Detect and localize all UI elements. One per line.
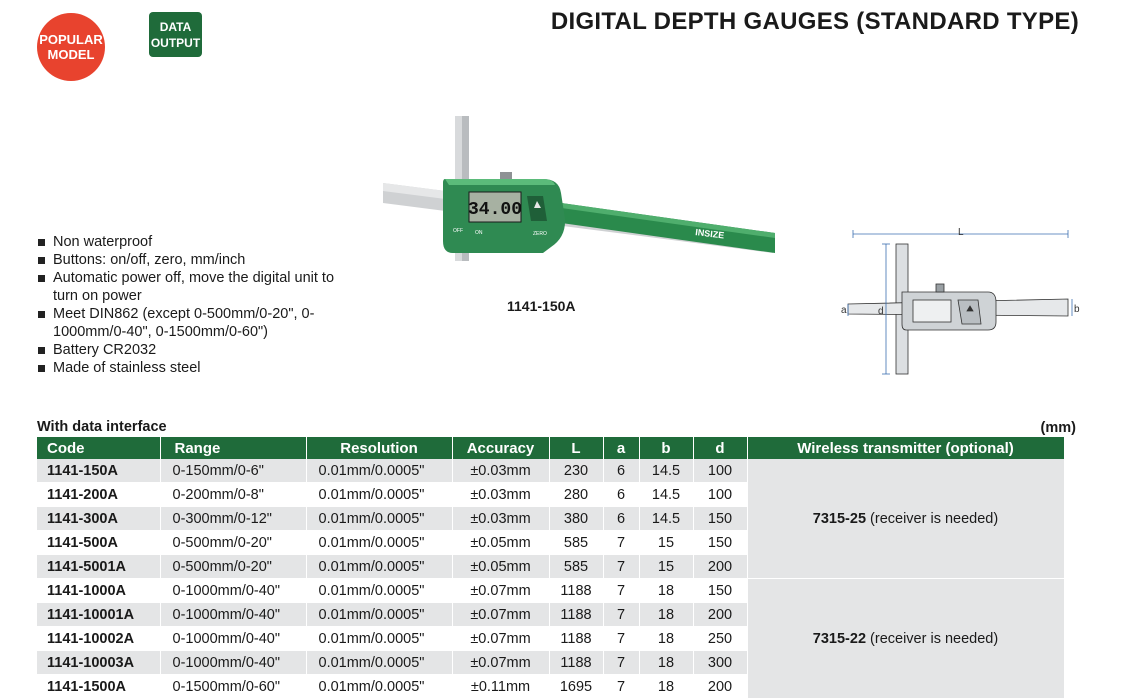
cell-a: 7	[603, 531, 639, 555]
cell-l: 1188	[549, 603, 603, 627]
cell-accuracy: ±0.05mm	[452, 531, 549, 555]
cell-d: 150	[693, 579, 747, 603]
cell-d: 150	[693, 507, 747, 531]
cell-b: 18	[639, 579, 693, 603]
col-header-range: Range	[160, 437, 306, 459]
wireless-code: 7315-25	[812, 510, 867, 527]
cell-code: 1141-300A	[37, 507, 160, 531]
cell-d: 150	[693, 531, 747, 555]
cell-b: 18	[639, 651, 693, 675]
cell-range: 0-1000mm/0-40"	[160, 627, 306, 651]
feature-item: Automatic power off, move the digital unit to turn on power	[37, 269, 347, 305]
cell-range: 0-200mm/0-8"	[160, 483, 306, 507]
cell-accuracy: ±0.07mm	[452, 651, 549, 675]
cell-code: 1141-10002A	[37, 627, 160, 651]
cell-range: 0-150mm/0-6"	[160, 459, 306, 483]
cell-resolution: 0.01mm/0.0005"	[306, 507, 452, 531]
wireless-code: 7315-22	[812, 630, 867, 647]
col-header-wireless: Wireless transmitter (optional)	[747, 437, 1064, 459]
cell-l: 1188	[549, 579, 603, 603]
cell-d: 100	[693, 459, 747, 483]
cell-b: 14.5	[639, 459, 693, 483]
cell-code: 1141-10003A	[37, 651, 160, 675]
cell-a: 7	[603, 651, 639, 675]
cell-code: 1141-500A	[37, 531, 160, 555]
cell-a: 7	[603, 579, 639, 603]
feature-item: Meet DIN862 (except 0-500mm/0-20", 0-1000mm/0-40", 0-1500mm/0-60")	[37, 305, 347, 341]
wireless-note: (receiver is needed)	[866, 510, 999, 527]
dimension-label-a: a	[841, 305, 847, 316]
cell-range: 0-1000mm/0-40"	[160, 603, 306, 627]
dimension-label-l: L	[958, 227, 964, 238]
cell-resolution: 0.01mm/0.0005"	[306, 579, 452, 603]
feature-list	[37, 233, 347, 377]
on-button-label: ON	[475, 230, 483, 236]
cell-accuracy: ±0.03mm	[452, 459, 549, 483]
cell-resolution: 0.01mm/0.0005"	[306, 483, 452, 507]
col-header-b: b	[639, 437, 693, 459]
cell-b: 15	[639, 555, 693, 579]
cell-resolution: 0.01mm/0.0005"	[306, 555, 452, 579]
dimension-label-b: b	[1074, 304, 1080, 315]
cell-l: 1695	[549, 675, 603, 699]
cell-a: 7	[603, 555, 639, 579]
feature-item: Battery CR2032	[37, 341, 347, 359]
table-row	[37, 579, 1064, 603]
cell-resolution: 0.01mm/0.0005"	[306, 627, 452, 651]
table-subtitle: With data interface	[37, 419, 167, 435]
cell-resolution: 0.01mm/0.0005"	[306, 603, 452, 627]
spec-table	[37, 437, 1065, 699]
cell-range: 0-1500mm/0-60"	[160, 675, 306, 699]
cell-accuracy: ±0.11mm	[452, 675, 549, 699]
cell-wireless	[747, 579, 1064, 699]
cell-l: 1188	[549, 651, 603, 675]
cell-accuracy: ±0.05mm	[452, 555, 549, 579]
cell-l: 230	[549, 459, 603, 483]
cell-resolution: 0.01mm/0.0005"	[306, 675, 452, 699]
cell-resolution: 0.01mm/0.0005"	[306, 459, 452, 483]
dimension-label-d: d	[878, 306, 884, 317]
cell-code: 1141-1000A	[37, 579, 160, 603]
zero-button-label: ZERO	[533, 231, 547, 237]
cell-a: 6	[603, 507, 639, 531]
col-header-d: d	[693, 437, 747, 459]
brand-logo: INSIZE	[694, 227, 725, 241]
cell-a: 6	[603, 459, 639, 483]
cell-range: 0-300mm/0-12"	[160, 507, 306, 531]
cell-accuracy: ±0.03mm	[452, 507, 549, 531]
product-image	[383, 113, 778, 263]
data-output-badge: DATA OUTPUT	[149, 12, 202, 57]
col-header-resolution: Resolution	[306, 437, 452, 459]
cell-d: 200	[693, 555, 747, 579]
cell-accuracy: ±0.07mm	[452, 627, 549, 651]
col-header-l: L	[549, 437, 603, 459]
cell-wireless	[747, 459, 1064, 579]
cell-range: 0-500mm/0-20"	[160, 555, 306, 579]
cell-a: 7	[603, 603, 639, 627]
cell-d: 200	[693, 675, 747, 699]
cell-code: 1141-150A	[37, 459, 160, 483]
cell-code: 1141-10001A	[37, 603, 160, 627]
off-button-label: OFF	[453, 228, 463, 234]
cell-range: 0-1000mm/0-40"	[160, 579, 306, 603]
cell-code: 1141-5001A	[37, 555, 160, 579]
cell-accuracy: ±0.03mm	[452, 483, 549, 507]
cell-l: 280	[549, 483, 603, 507]
cell-accuracy: ±0.07mm	[452, 579, 549, 603]
cell-code: 1141-200A	[37, 483, 160, 507]
feature-item: Buttons: on/off, zero, mm/inch	[37, 251, 347, 269]
page-title: DIGITAL DEPTH GAUGES (STANDARD TYPE)	[550, 8, 1079, 35]
cell-d: 300	[693, 651, 747, 675]
cell-code: 1141-1500A	[37, 675, 160, 699]
cell-b: 18	[639, 627, 693, 651]
col-header-accuracy: Accuracy	[452, 437, 549, 459]
cell-resolution: 0.01mm/0.0005"	[306, 651, 452, 675]
feature-item: Non waterproof	[37, 233, 347, 251]
table-unit: (mm)	[1040, 420, 1076, 436]
cell-l: 1188	[549, 627, 603, 651]
feature-item: Made of stainless steel	[37, 359, 347, 377]
cell-b: 14.5	[639, 483, 693, 507]
col-header-a: a	[603, 437, 639, 459]
cell-b: 18	[639, 603, 693, 627]
cell-range: 0-1000mm/0-40"	[160, 651, 306, 675]
cell-b: 14.5	[639, 507, 693, 531]
cell-l: 585	[549, 555, 603, 579]
cell-range: 0-500mm/0-20"	[160, 531, 306, 555]
dimension-diagram	[838, 224, 1083, 384]
cell-b: 18	[639, 675, 693, 699]
display-reading: 34.00	[467, 200, 523, 220]
cell-a: 7	[603, 675, 639, 699]
cell-b: 15	[639, 531, 693, 555]
cell-l: 585	[549, 531, 603, 555]
cell-a: 6	[603, 483, 639, 507]
table-header-row	[37, 437, 1064, 459]
col-header-code: Code	[37, 437, 160, 459]
cell-a: 7	[603, 627, 639, 651]
table-row	[37, 459, 1064, 483]
cell-d: 200	[693, 603, 747, 627]
wireless-note: (receiver is needed)	[866, 630, 999, 647]
popular-model-badge: POPULAR MODEL	[37, 13, 105, 81]
cell-resolution: 0.01mm/0.0005"	[306, 531, 452, 555]
product-model-label: 1141-150A	[507, 298, 576, 314]
cell-d: 250	[693, 627, 747, 651]
cell-l: 380	[549, 507, 603, 531]
cell-d: 100	[693, 483, 747, 507]
cell-accuracy: ±0.07mm	[452, 603, 549, 627]
